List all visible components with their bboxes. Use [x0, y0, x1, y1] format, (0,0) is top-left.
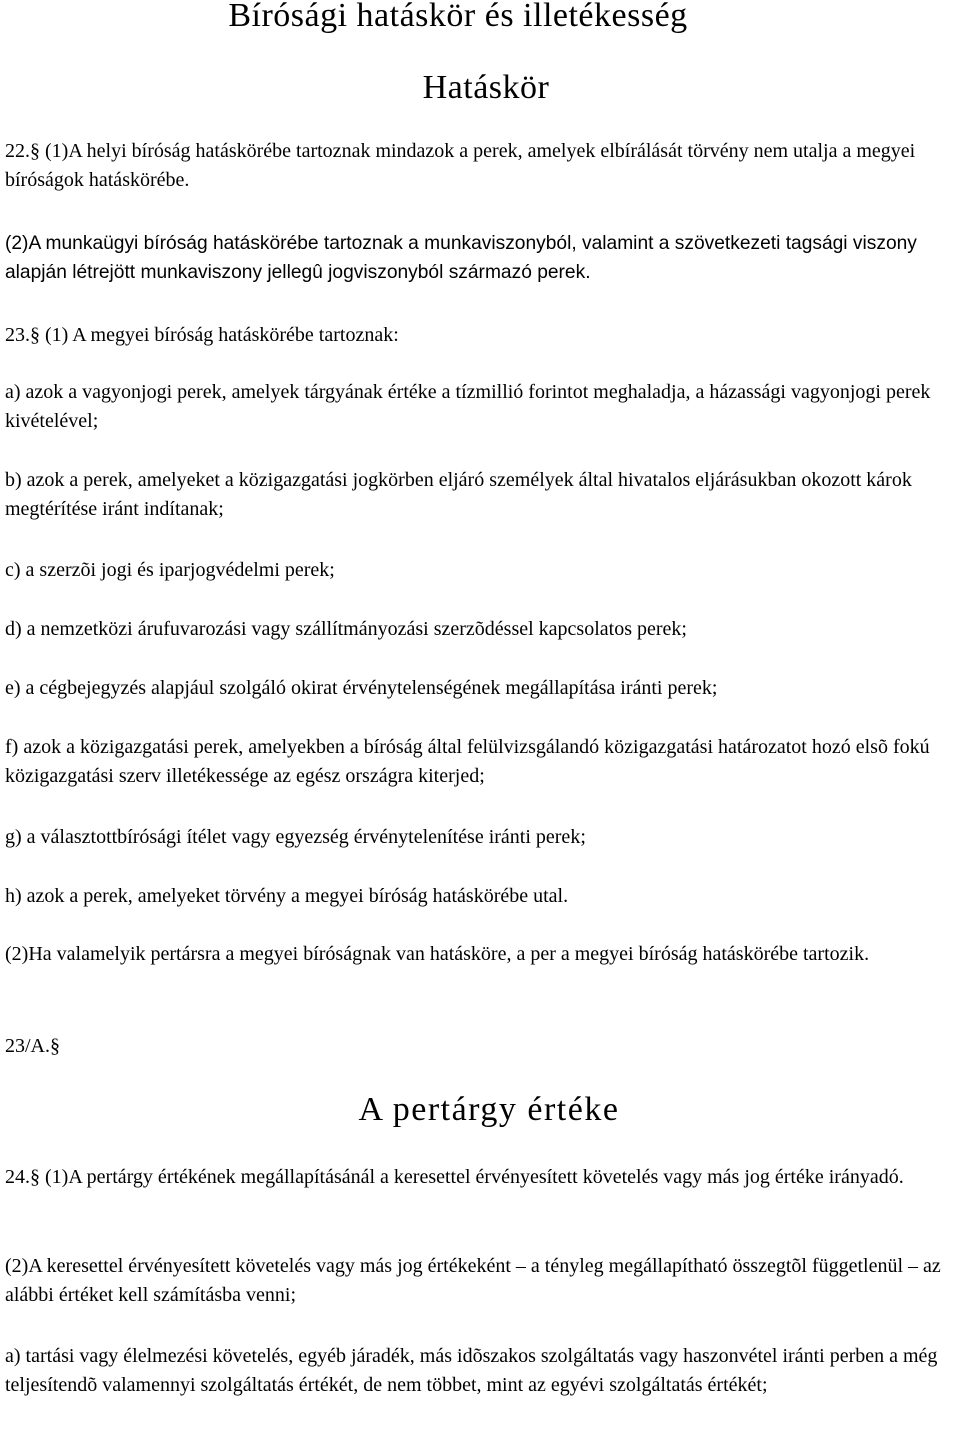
- paragraph-23-h: h) azok a perek, amelyeket törvény a megyei bíróság hatáskörébe utal.: [5, 885, 569, 907]
- paragraph-23-b: b) azok a perek, amelyeket a közigazgatási jogkörben eljáró személyek által hivatalos eljárásukban okozott károk megtérítése iránt indítanak;: [5, 469, 912, 520]
- paragraph-24-2: (2)A keresettel érvényesített követelés vagy más jog értékeként – a tényleg megállapítható összegtõl függetlenül – az alábbi értéket kell számításba venni;: [5, 1255, 941, 1306]
- paragraph-24-1: 24.§ (1)A pertárgy értékének megállapításánál a keresettel érvényesített követelés vagy más jog értéke irányadó.: [5, 1166, 904, 1188]
- paragraph-24-a: a) tartási vagy élelmezési követelés, egyéb járadék, más idõszakos szolgáltatás vagy haszonvétel iránti perben a még teljesítendõ valamennyi szolgáltatás értékét, de nem többet, mint az egyévi szolgáltatás értékét;: [5, 1345, 938, 1396]
- paragraph-23-a: a) azok a vagyonjogi perek, amelyek tárgyának értéke a tízmillió forintot meghaladja, a házassági vagyonjogi perek kivételével;: [5, 381, 931, 432]
- paragraph-23-c: c) a szerzõi jogi és iparjogvédelmi perek;: [5, 559, 335, 581]
- document-title: Bírósági hatáskör és illetékesség: [228, 0, 688, 34]
- paragraph-22-2: (2)A munkaügyi bíróság hatáskörébe tartoznak a munkaviszonyból, valamint a szövetkezeti tagsági viszony alapján létrejött munkaviszony jellegû jogviszonyból származó perek.: [5, 233, 917, 283]
- paragraph-23-1: 23.§ (1) A megyei bíróság hatáskörébe tartoznak:: [5, 324, 399, 346]
- paragraph-23-e: e) a cégbejegyzés alapjául szolgáló okirat érvénytelenségének megállapítása iránti perek;: [5, 677, 718, 699]
- paragraph-23a: 23/A.§: [5, 1035, 60, 1057]
- paragraph-22-1: 22.§ (1)A helyi bíróság hatáskörébe tartoznak mindazok a perek, amelyek elbírálását törvény nem utalja a megyei bíróságok hatáskörébe.: [5, 140, 916, 191]
- section-heading-hataskor: Hatáskör: [422, 69, 550, 106]
- paragraph-23-d: d) a nemzetközi árufuvarozási vagy szállítmányozási szerzõdéssel kapcsolatos perek;: [5, 618, 687, 640]
- paragraph-23-2: (2)Ha valamelyik pertársra a megyei bíróságnak van hatásköre, a per a megyei bíróság hatáskörébe tartozik.: [5, 943, 870, 965]
- paragraph-23-g: g) a választottbírósági ítélet vagy egyezség érvénytelenítése iránti perek;: [5, 826, 586, 848]
- paragraph-23-f: f) azok a közigazgatási perek, amelyekben a bíróság által felülvizsgálandó közigazgatási határozatot hozó elsõ fokú közigazgatási szerv illetékessége az egész országra kiterjed;: [5, 736, 930, 787]
- section-heading-pertargy-erteke: A pertárgy értéke: [358, 1091, 620, 1128]
